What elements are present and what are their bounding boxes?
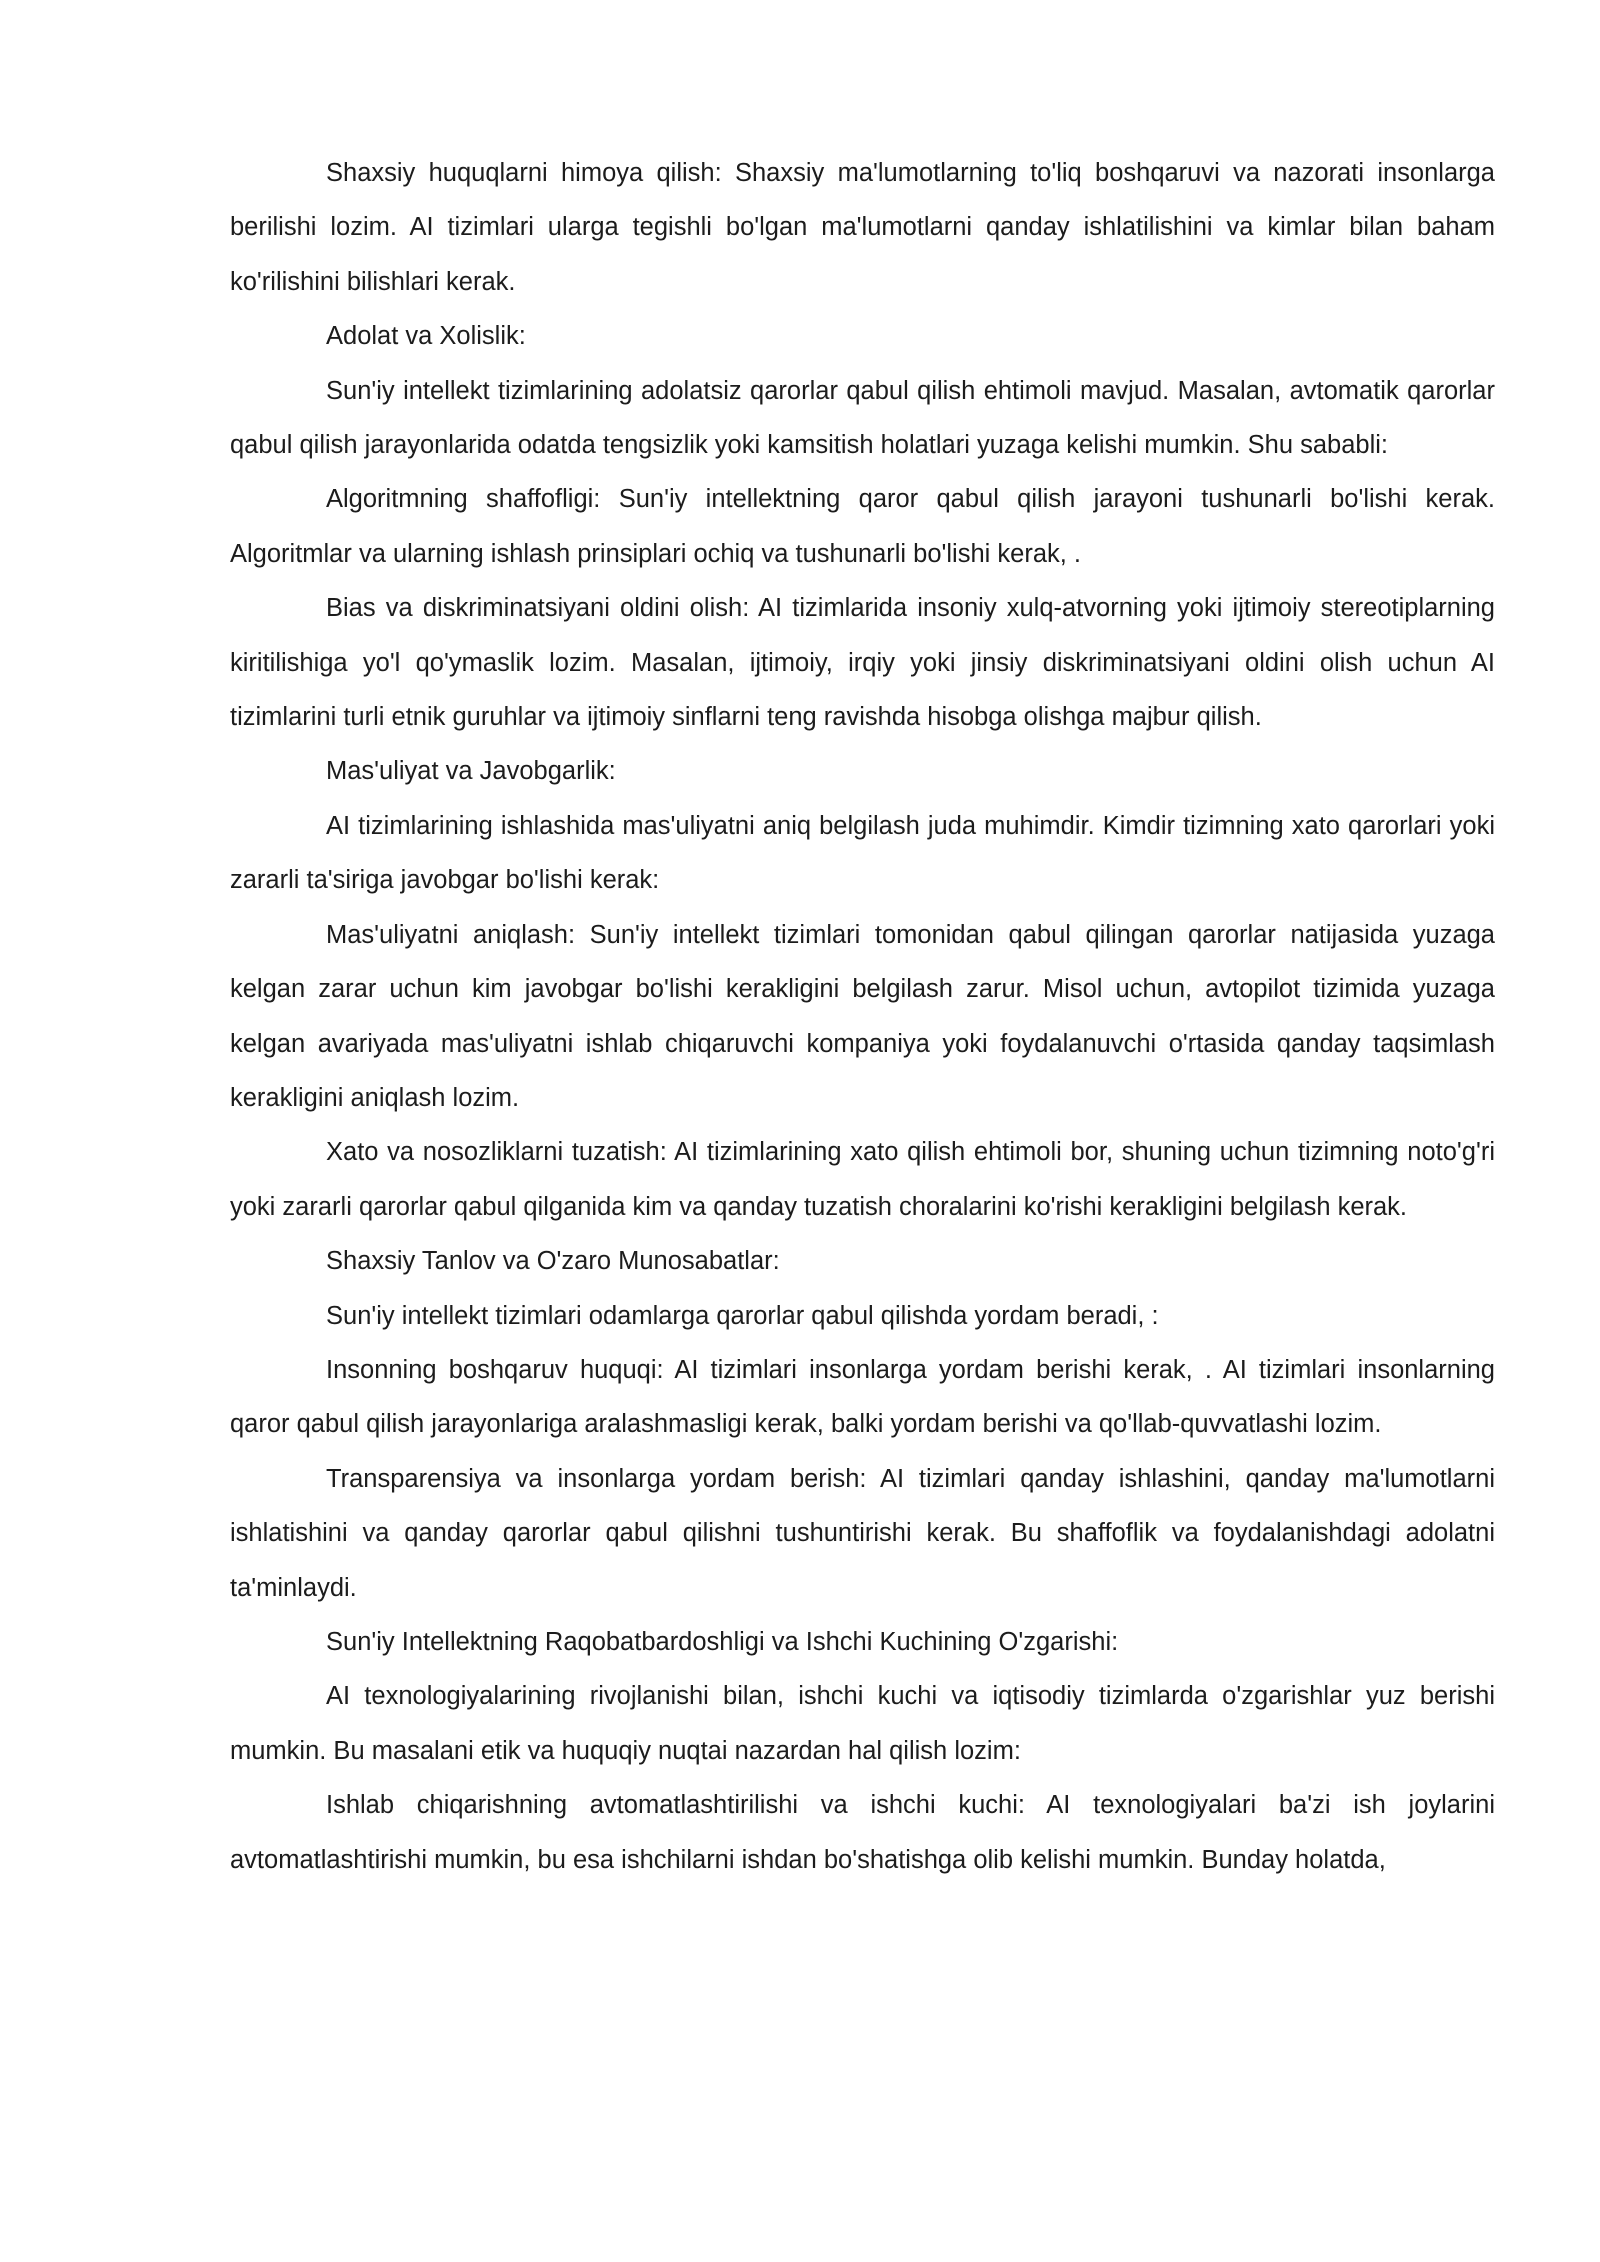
paragraph-human-control: Insonning boshqaruv huquqi: AI tizimlari insonlarga yordam berishi kerak, . AI tizimlari insonlarning qaror qabul qilish jarayonlariga aralashmasligi kerak, balki yordam berishi va qo'llab-quvvatlashi lozim.: [230, 1355, 1495, 1439]
paragraph-algorithm-transparency: Algoritmning shaffofligi: Sun'iy intellektning qaror qabul qilish jarayoni tushunarli bo'lishi kerak. Algoritmlar va ularning ishlash prinsiplari ochiq va tushunarli bo'lishi kerak, .: [230, 485, 1495, 568]
paragraph-error-correction: Xato va nosozliklarni tuzatish: AI tizimlarining xato qilish ehtimoli bor, shuning uchun tizimning noto'g'ri yoki zararli qarorlar qabul qilganida kim va qanday tuzatish choralarini ko'rishi kerakligini belgilash kerak.: [230, 1138, 1495, 1221]
paragraph-responsibility-intro: AI tizimlarining ishlashida mas'uliyatni aniq belgilash juda muhimdir. Kimdir tizimning xato qarorlari yoki zararli ta'siriga javobgar bo'lishi kerak:: [230, 811, 1495, 895]
paragraph-responsibility-definition: Mas'uliyatni aniqlash: Sun'iy intellekt tizimlari tomonidan qabul qilingan qarorlar natijasida yuzaga kelgan zarar uchun kim javobgar bo'lishi kerakligini belgilash zarur. Misol uchun, avtopilot tizimida yuzaga kelgan avariyada mas'uliyatni ishlab chiqaruvchi kompaniya yoki foydalanuvchi o'rtasida qanday taqsimlash kerakligini aniqlash lozim.: [230, 920, 1495, 1112]
paragraph-automation: Ishlab chiqarishning avtomatlashtirilishi va ishchi kuchi: AI texnologiyalari ba'zi ish joylarini avtomatlashtirishi mumkin, bu esa ishchilarni ishdan bo'shatishga olib kelishi mumkin. Bunday holatda,: [230, 1791, 1495, 1874]
paragraph-privacy-rights: Shaxsiy huquqlarni himoya qilish: Shaxsiy ma'lumotlarning to'liq boshqaruvi va nazorati insonlarga berilishi lozim. AI tizimlari ularga tegishli bo'lgan ma'lumotlarni qanday ishlatilishini va kimlar bilan baham ko'rilishini bilishlari kerak.: [230, 159, 1495, 296]
paragraph-bias-prevention: Bias va diskriminatsiyani oldini olish: AI tizimlarida insoniy xulq-atvorning yoki ijtimoiy stereotiplarning kiritilishiga yo'l qo'ymaslik lozim. Masalan, ijtimoiy, irqiy yoki jinsiy diskriminatsiyani oldini olish uchun AI tizimlarini turli etnik guruhlar va ijtimoiy sinflarni teng ravishda hisobga olishga majbur qilish.: [230, 594, 1495, 732]
heading-personal-choice: Shaxsiy Tanlov va O'zaro Munosabatlar:: [326, 1247, 780, 1276]
paragraph-personal-choice-intro: Sun'iy intellekt tizimlari odamlarga qarorlar qabul qilishda yordam beradi, :: [326, 1301, 1159, 1330]
paragraph-transparency-support: Transparensiya va insonlarga yordam berish: AI tizimlari qanday ishlashini, qanday ma'lumotlarni ishlatishini va qanday qarorlar qabul qilishni tushuntirishi kerak. Bu shaffoflik va foydalanishdagi adolatni ta'minlaydi.: [230, 1464, 1495, 1602]
heading-fairness: Adolat va Xolislik:: [326, 322, 526, 351]
heading-responsibility: Mas'uliyat va Javobgarlik:: [326, 757, 616, 786]
heading-workforce-change: Sun'iy Intellektning Raqobatbardoshligi va Ishchi Kuchining O'zgarishi:: [326, 1627, 1119, 1656]
paragraph-fairness-intro: Sun'iy intellekt tizimlarining adolatsiz qarorlar qabul qilish ehtimoli mavjud. Masalan, avtomatik qarorlar qabul qilish jarayonlarida odatda tengsizlik yoki kamsitish holatlari yuzaga kelishi mumkin. Shu sababli:: [230, 376, 1495, 460]
document-page: [230, 146, 1495, 1887]
paragraph-workforce-intro: AI texnologiyalarining rivojlanishi bilan, ishchi kuchi va iqtisodiy tizimlarda o'zgarishlar yuz berishi mumkin. Bu masalani etik va huquqiy nuqtai nazardan hal qilish lozim:: [230, 1682, 1495, 1765]
